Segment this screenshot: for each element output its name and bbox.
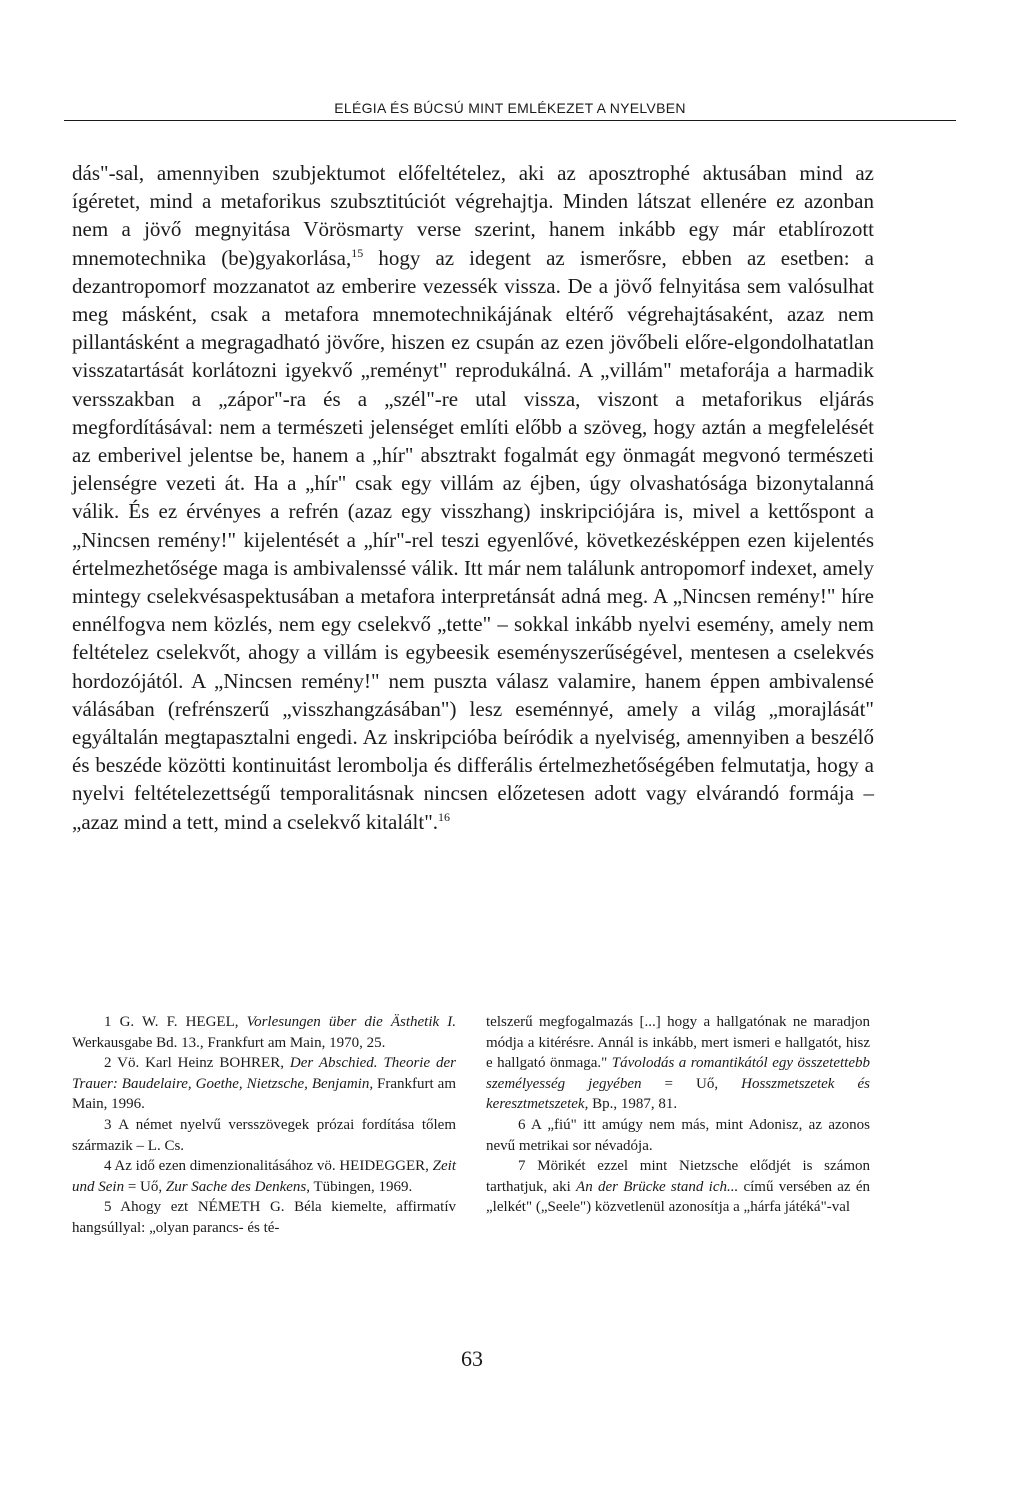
footnote-4-title-1: Zeit und Sein xyxy=(72,1158,457,1195)
footnotes-left-column xyxy=(72,1012,456,1239)
footnote-5-cont-text: telszerű megfogalmazás [...] hogy a hallgatónak ne maradjon módja a kitérésre. Annál is inkább, mert ismeri e hallgatót, hisz e hallgató önmaga." xyxy=(486,1014,870,1072)
footnote-5: 5 Ahogy ezt NÉMETH G. Béla kiemelte, affirmatív hangsúllyal: „olyan parancs- és té- xyxy=(72,1199,456,1236)
footnote-2-title: Der Abschied. Theorie der Trauer: Baudelaire, Goethe, Nietzsche, Benjamin, xyxy=(72,1055,456,1092)
footnote-4-connector: = Uő, xyxy=(124,1178,166,1195)
footnote-2 xyxy=(72,1053,456,1115)
body-text-part-1: dás"-sal, amennyiben szubjektumot előfeltételez, aki az aposztrophé aktusában mind az ígéretet, mind a metaforikus szubsztitúciót végrehajtja. Minden látszat ellenére ez azonban nem a jövő megnyitása Vörösmarty verse szerint, hanem inkább egy már etablírozott mnemotechnika (be)gyakorlása, xyxy=(72,161,874,270)
footnote-7 xyxy=(486,1156,870,1218)
footnote-1-title: Vorlesungen über die Ästhetik I. xyxy=(246,1014,456,1030)
footnote-3: 3 A német nyelvű versszövegek prózai fordítása tőlem származik – L. Cs. xyxy=(72,1116,456,1154)
footnote-2-text: 2 Vö. Karl Heinz BOHRER, xyxy=(104,1055,290,1072)
footnote-7-rest: című versében az én „lelkét" („Seele") közvetlenül azonosítja a „hárfa játéká"-val xyxy=(486,1178,870,1216)
body-paragraph xyxy=(72,159,874,836)
footnote-4 xyxy=(72,1156,456,1197)
footnote-ref-16[interactable]: 16 xyxy=(438,809,451,824)
footnote-4-text: 4 Az idő ezen dimenzionalitásához vö. HEIDEGGER, xyxy=(104,1158,433,1175)
footnote-6: 6 A „fiú" itt amúgy nem más, mint Adonisz, az azonos nevű metrikai sor névadója. xyxy=(486,1116,870,1154)
footnote-7-text: 7 Mörikét ezzel mint Nietzsche elődjét is számon tarthatjuk, aki xyxy=(486,1158,870,1195)
footnote-1 xyxy=(72,1012,456,1053)
footnote-5-title-2: Hosszmetszetek és keresztmetszetek, xyxy=(486,1075,870,1113)
main-body-text xyxy=(72,159,874,836)
footnote-1-text: 1 G. W. F. HEGEL, xyxy=(104,1014,247,1030)
footnotes-right-column xyxy=(486,1012,870,1218)
footnote-4-source: Tübingen, 1969. xyxy=(310,1178,413,1195)
header-rule xyxy=(64,120,956,121)
footnote-5-connector: = Uő, xyxy=(641,1075,742,1092)
footnote-1-source: Werkausgabe Bd. 13., Frankfurt am Main, 1970, 25. xyxy=(72,1034,386,1051)
page-number: 63 xyxy=(461,1346,483,1371)
footnote-7-title: An der Brücke stand ich... xyxy=(576,1178,739,1195)
body-text-part-2: hogy az idegent az ismerősre, ebben az esetben: a dezantropomorf mozzanatot az emberire vezessék vissza. De a jövő felnyitása sem valósulhat meg másként, csak a metafora mnemotechnikájának eltérő végrehajtásaként, azaz nem pillantásként a megragadható jövőre, hiszen ez csupán az ezen jövőbeli előre-elgondolhatatlan visszatartását korlátozni igyekvő „reményt" reprodukálná. A „villám" metaforája a harmadik versszakban a „zápor"-ra és a „szél"-re utal vissza, viszont a metaforikus eljárás megfordításával: nem a természeti jelenséget említi előbb a szöveg, hogy aztán a megfelelését az emberivel jelentse be, hanem a „hír" absztrakt fogalmát egy önmagát megvonó természeti jelenségre vezeti át. Ha a „hír" csak egy villám az éjben, úgy olvashatósága bizonytalanná válik. És ez érvényes a refrén (azaz egy visszhang) inskripciójára is, mivel a kettőspont a „Nincsen remény!" kijelentését a „hír"-rel teszi egyenlővé, következésképpen ezen kijelentés értelmezhetősége maga is ambivalenssé válik. Itt már nem találunk antropomorf indexet, amely mintegy cselekvésaspektusában a metafora interpretánsát adná meg. A „Nincsen remény!" híre ennélfogva nem közlés, nem egy cselekvő „tette" – sokkal inkább nyelvi esemény, amely nem feltételez cselekvőt, ahogy a villám is egybeesik eseményszerűségével, mentesen a cselekvés hordozójától. A „Nincsen remény!" nem puszta válasz valamire, hanem éppen ambivalensé válásában (refrénszerű „visszhangzásában") lesz eseménnyé, amely a világ „morajlását" egyáltalán megtapasztalni engedi. Az inskripcióba beíródik a nyelviség, amennyiben a beszélő és beszéde közötti kontinuitást lerombolja és differális értelmezhetőségében felmutatja, hogy a nyelvi feltételezettségű temporalitásnak nincsen előzetesen adott vagy elvárandó formája – „azaz mind a tett, mind a cselekvő kitalált". xyxy=(72,245,875,834)
footnote-2-source: Frankfurt am Main, 1996. xyxy=(72,1075,456,1113)
footnote-5-source: Bp., 1987, 81. xyxy=(588,1096,678,1113)
footnote-ref-15[interactable]: 15 xyxy=(351,245,364,260)
footnote-5-title-1: Távolodás a romantikától egy összetettebb személyesség jegyében xyxy=(486,1055,870,1092)
footnote-5-continued xyxy=(486,1012,870,1115)
running-header: ELÉGIA ÉS BÚCSÚ MINT EMLÉKEZET A NYELVBEN xyxy=(334,100,686,116)
footnote-4-title-2: Zur Sache des Denkens, xyxy=(165,1178,311,1195)
